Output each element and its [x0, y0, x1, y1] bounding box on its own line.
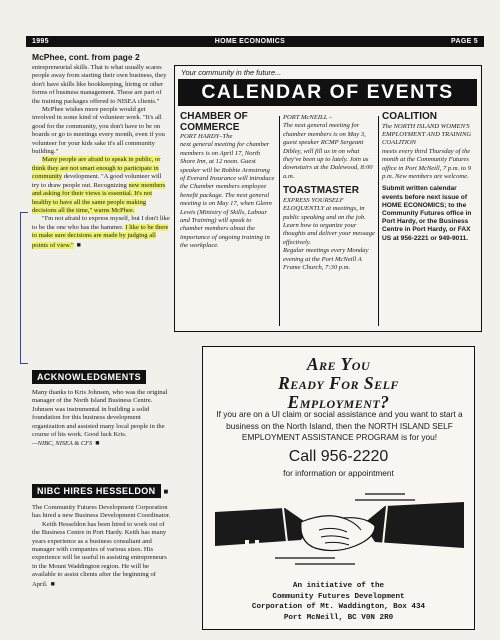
highlighted-text: I like to be there to make sure decisions are made by judging all points of view.": [32, 223, 169, 249]
hands-shape: [301, 516, 375, 551]
acknowledgments-signature: —NIBC, NISEA & CFS: [32, 440, 93, 448]
ad-heading-line-3: Employment?: [287, 392, 390, 412]
ad-footer-line-2: Community Futures Development: [272, 592, 405, 601]
header-page: PAGE 5: [451, 38, 478, 45]
coalition-text: meets every third Thursday of the month at the Community Futures office in Port McNeill, 7 p.m. to 9 p.m. New members are welcome.: [382, 147, 472, 180]
coalition-event: [382, 112, 476, 243]
acknowledgments-heading: ACKNOWLEDGMENTS: [32, 370, 146, 384]
ad-body: If you are on a UI claim or social assistance and you want to start a business on the North Island, then the NORTH ISLAND SELF EMPLOYMENT ASSISTANCE PROGRAM is for you!: [216, 409, 463, 442]
column-rule: [279, 116, 280, 326]
ad-footer-line-1: An initiative of the: [292, 582, 385, 590]
header-year: 1995: [32, 38, 49, 45]
column-rule: [378, 116, 379, 326]
handshake-illustration: [215, 482, 464, 578]
end-mark: ■: [50, 579, 55, 588]
toastmaster-text: Regular meetings every Monday evening at the Port McNeill A Frame Church, 7:30 p.m.: [283, 247, 369, 271]
ad-heading: [203, 355, 474, 412]
article-text: "I'm not afraid to express myself, but I don't like to be the one who has the hammer.: [32, 215, 170, 231]
ad-heading-line-2: Ready For Self: [278, 373, 399, 393]
submit-notice: Submit written calendar events before next issue of HOME ECONOMICS; to the Community Futures office in Port Hardy, or the Business Centre in Port Hardy, or FAX US at 956-2221 or 949-9011.: [382, 185, 472, 242]
chamber-event: [180, 112, 276, 251]
page-header: [26, 36, 484, 47]
nibc-section: [32, 481, 172, 589]
nibc-text: Keith Hesseldon has been hired to work out of the Business Centre in Port Hardy. Keith has many years experience as a business consultant and manager with companies of various sizes. His experience will be useful in assisting entrepreneurs in the Mount Waddington region. He will be available to assist clients after the beginning of April.: [32, 520, 167, 588]
chamber-title-2: COMMERCE: [180, 121, 240, 133]
left-sleeve-shape: [215, 508, 311, 546]
pen-bracket-mark: [20, 212, 28, 364]
nibc-paragraph: The Community Futures Development Corporation has hired a new Business Development Coordinator.: [32, 504, 171, 520]
ad-footer: [203, 581, 474, 623]
mcneill-event: [283, 114, 375, 272]
acknowledgments-section: [32, 367, 172, 449]
nibc-heading: NIBC HIRES HESSELDON: [32, 484, 161, 498]
acknowledgments-body: Many thanks to Kris Johnsen, who was the original manager of the North Island Business Centre. Johnsen was instrumental in building a solid foundation for this business development organization and assisted many local people in the course of his work. Good luck Kris.: [32, 389, 168, 439]
end-mark: ■: [76, 240, 81, 249]
highlighted-text: Many people are afraid to speak in public, or think they are not smart enough to participate in community: [32, 156, 161, 181]
nibc-paragraph: [32, 521, 172, 589]
highlighted-text: new members and asking for their views is essential. It's not healthy to have all the same people making decisions all the time," warns McPhee.: [32, 181, 166, 214]
coalition-caps: The NORTH ISLAND WOMEN'S EMPLOYMENT AND TRAINING COALITION: [382, 122, 472, 147]
chamber-place: PORT HARDY–The: [180, 133, 233, 140]
toastmaster-sub: EXPRESS YOURSELF ELOQUENTLY at meetings, in public speaking and on the job. Learn how to organize your thoughts and deliver your message effectively.: [283, 196, 375, 246]
ad-heading-line-1: Are You: [306, 354, 371, 374]
calendar-kicker: Your community in the future...: [181, 68, 282, 77]
article-paragraph: [32, 215, 170, 250]
coalition-title: COALITION: [382, 111, 437, 122]
acknowledgments-signature-line: [32, 439, 172, 448]
chamber-title-1: CHAMBER OF: [180, 111, 248, 122]
ad-footer-line-4: Port McNeill, BC V0N 2R0: [283, 613, 394, 622]
mcneill-place: PORT McNEILL –: [283, 114, 333, 121]
mcneill-text: The next general meeting for chamber members is on May 3, guest speaker RCMP Sergeant Dibley, will fill us in on what they've been up to lately. Join us downstairs at the Dalewood, 8:00 a.m.: [283, 122, 373, 180]
end-mark: ■: [163, 487, 169, 496]
article-title: McPhee, cont. from page 2: [32, 52, 140, 62]
nibc-heading-row: [32, 481, 172, 499]
mcphee-article: [32, 52, 170, 250]
header-section: HOME ECONOMICS: [214, 38, 286, 45]
calendar-title: CALENDAR OF EVENTS: [178, 79, 477, 106]
end-mark: ■: [95, 439, 100, 448]
self-employment-ad: [202, 346, 475, 630]
chamber-text: next general meeting for chamber members is on April 17, North Shore Inn, at 12 noon. Guest speaker will be Robbie Armstrong of Everard Insurance will introduce the Chamber members employee benefit package. The next general meeting is on May 17, when Glenn Lewis (Ministry of Skills, Labour and Training) will speak to chamber members about the importance of ongoing training in the workplace.: [180, 141, 275, 250]
ad-info: for information or appointment: [283, 468, 394, 478]
acknowledgments-text: [32, 389, 172, 439]
article-text: development. "A good volunteer will try to draw people out. Recognizing: [32, 173, 162, 189]
article-paragraph: McPhee wishes more people would get involved in some kind of volunteer work. "It's all good for the community, you don't have to be on boards or go to meetings every month, even if you volunteer for your kids sake it's all community building.": [32, 106, 165, 156]
calendar-box: [174, 65, 482, 332]
toastmaster-title: TOASTMASTER: [283, 185, 359, 197]
right-sleeve-shape: [363, 502, 464, 548]
article-paragraph: entrepreneurial skills. That is what usually scares people away from starting their own business, they don't have skills like bookkeeping, hiring or other forms of business management. These are part of the training packages offered to NISEA clients.": [32, 64, 167, 105]
ad-phone: Call 956-2220: [288, 448, 389, 465]
ad-footer-line-3: Corporation of Mt. Waddington, Box 434: [251, 603, 426, 611]
article-paragraph: [32, 156, 170, 215]
